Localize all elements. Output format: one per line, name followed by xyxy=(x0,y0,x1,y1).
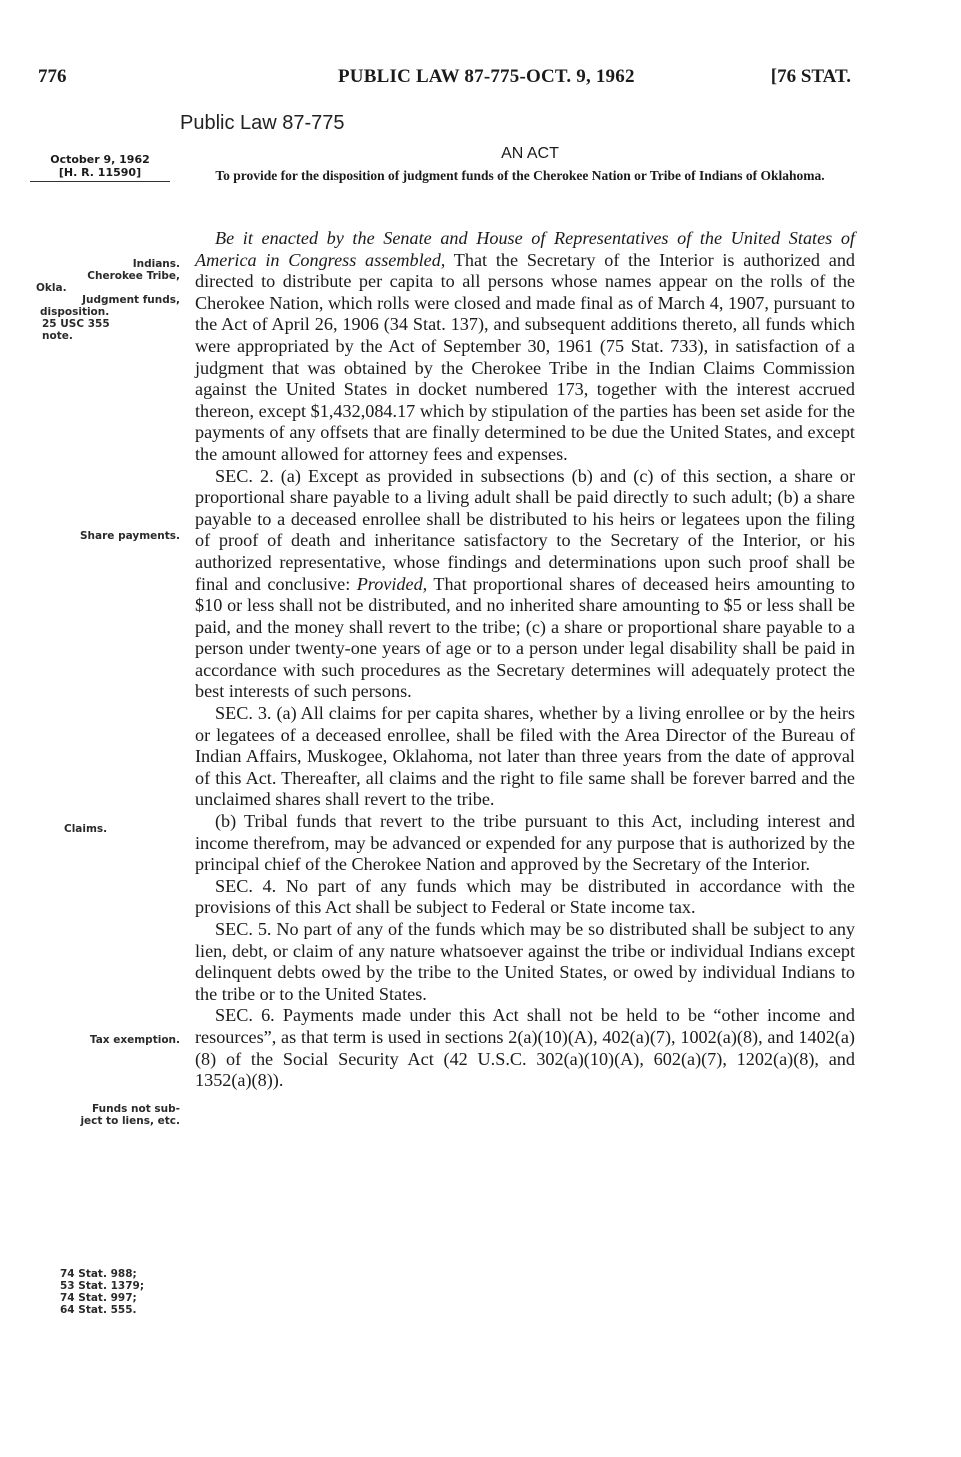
section-5 xyxy=(195,919,855,1005)
margin-note-line: ject to liens, etc. xyxy=(80,1115,180,1127)
enacting-clause: Be it enacted by the Senate and House of Representatives of the United States of America in Congress assembled, xyxy=(195,228,855,270)
section-6-text: Payments made under this Act shall not be held to be “other income and resources”, as that term is used in sections 2(a)(10)(A), 402(a)(7), 1002(a)(8), and 1402(a)(8) of the Social Security Act (42 U.S.C. 302(a)(10)(A), 602(a)(7), 1202(a)(8), and 1352(a)(8)). xyxy=(195,1005,855,1091)
section-2 xyxy=(195,466,855,704)
volume-citation: [76 STAT. xyxy=(770,66,851,87)
section-4 xyxy=(195,876,855,919)
page-number: 776 xyxy=(38,66,67,87)
margin-note-line: Okla. xyxy=(36,282,67,294)
margin-note-line: Judgment funds, xyxy=(82,294,180,306)
section-2-label: SEC. 2. xyxy=(215,465,274,486)
margin-note-line: Tax exemption. xyxy=(89,1034,180,1046)
proviso-label: Provided, xyxy=(356,573,428,594)
section-4-label: SEC. 4. xyxy=(215,875,277,896)
margin-note-tax-exemption xyxy=(30,1034,180,1046)
margin-note-line: Claims. xyxy=(64,823,108,835)
act-purpose: To provide for the disposition of judgment funds of the Cherokee Nation or Tribe of Indians of Oklahoma. xyxy=(215,168,825,183)
section-5-text: No part of any of the funds which may be so distributed shall be subject to any lien, debt, or claim of any nature whatsoever against the tribe or individual Indians except delinquent debts owed by the tribe to the United States, or owed by individual Indians to the tribe or to the United States. xyxy=(195,919,856,1004)
margin-note-line: Funds not sub- xyxy=(92,1103,180,1115)
act-body xyxy=(195,228,855,1092)
margin-note-funds-not-subject xyxy=(30,1103,180,1127)
sidebar-bill-number: [H. R. 11590] xyxy=(58,166,142,179)
act-heading: AN ACT xyxy=(501,145,559,162)
section-3a-text: (a) All claims for per capita shares, whether by a living enrollee or by the heirs or legatees of a deceased enrollee, shall be filed with the Area Director of the Bureau of Indian Affairs, Muskogee, Oklahoma, not later than three years from the date of approval of this Act. Thereafter, all claims and the right to file same shall be forever barred and the unclaimed shares shall revert to the tribe. xyxy=(195,703,856,810)
page-header xyxy=(38,66,851,96)
margin-note-indians xyxy=(30,258,180,342)
section-2-text-a: (a) Except as provided in subsections (b) and (c) of this section, a share or proportional share payable to a living adult shall be paid directly to such adult; (b) a share payable to a deceased enrollee shall be distributed to his heirs or legatees upon the filing of proof of death and inheritance satisfactory to the Secretary of the Interior, or his authorized representative, whose findings and determinations upon such proof shall be final and conclusive: xyxy=(195,465,855,594)
margin-note-line: Cherokee Tribe, xyxy=(87,270,180,282)
margin-note-line: Share payments. xyxy=(80,530,180,542)
section-6-label: SEC. 6. xyxy=(215,1005,275,1026)
margin-note-line: note. xyxy=(42,330,73,342)
running-title: PUBLIC LAW 87-775-OCT. 9, 1962 xyxy=(338,66,635,87)
sidebar-rule xyxy=(30,181,170,182)
sidebar-date-block xyxy=(30,153,170,182)
public-law-title: Public Law 87-775 xyxy=(180,112,345,134)
section-1 xyxy=(195,228,855,466)
margin-note-line: 25 USC 355 xyxy=(42,318,110,330)
section-2-text-b: That proportional shares of deceased heirs amounting to $10 or less shall not be distributed, and no inherited share amounting to $5 or less shall be paid, and the money shall revert to the tribe; (c) a share or proportional share payable to a person under twenty-one years of age or to a person under legal disability shall be paid in accordance with such procedures as the Secretary determines will adequately protect the best interests of such persons. xyxy=(195,573,856,702)
section-6 xyxy=(195,1005,855,1091)
margin-note-line: 74 Stat. 997; xyxy=(60,1292,137,1304)
section-3a xyxy=(195,703,855,811)
section-4-text: No part of any funds which may be distributed in accordance with the provisions of this Act shall be subject to Federal or State income tax. xyxy=(195,875,855,918)
section-1-text: That the Secretary of the Interior is authorized and directed to distribute per capita to all persons whose names appear on the rolls of the Cherokee Nation, which rolls were closed and made final as of March 4, 1907, pursuant to the Act of April 26, 1906 (34 Stat. 137), and subsequent additions thereto, all funds which were appropriated by the Act of September 30, 1961 (75 Stat. 733), in satisfaction of a judgment that was obtained by the Cherokee Tribe in the Indian Claims Commission against the United States in docket numbered 173, together with the interest accrued thereon, except $1,432,084.17 which by stipulation of the parties has been set aside for the payments of any offsets that are finally determined to be due the United States, and except the amount allowed for attorney fees and expenses. xyxy=(195,249,856,464)
section-5-label: SEC. 5. xyxy=(215,919,272,939)
section-3b: (b) Tribal funds that revert to the tribe pursuant to this Act, including interest and income therefrom, may be advanced or expended for any purpose that is authorized by the principal chief of the Cherokee Nation and approved by the Secretary of the Interior. xyxy=(195,811,855,875)
margin-note-line: 74 Stat. 988; xyxy=(60,1268,137,1280)
margin-note-stat-citations xyxy=(60,1268,220,1316)
margin-note-line: Indians. xyxy=(132,258,180,270)
margin-note-line: 53 Stat. 1379; xyxy=(60,1280,145,1292)
sidebar-date: October 9, 1962 xyxy=(50,153,150,166)
margin-note-line: disposition. xyxy=(40,306,110,318)
margin-note-share-payments xyxy=(30,530,180,542)
section-3-label: SEC. 3. xyxy=(215,703,272,724)
margin-note-line: 64 Stat. 555. xyxy=(60,1304,137,1316)
